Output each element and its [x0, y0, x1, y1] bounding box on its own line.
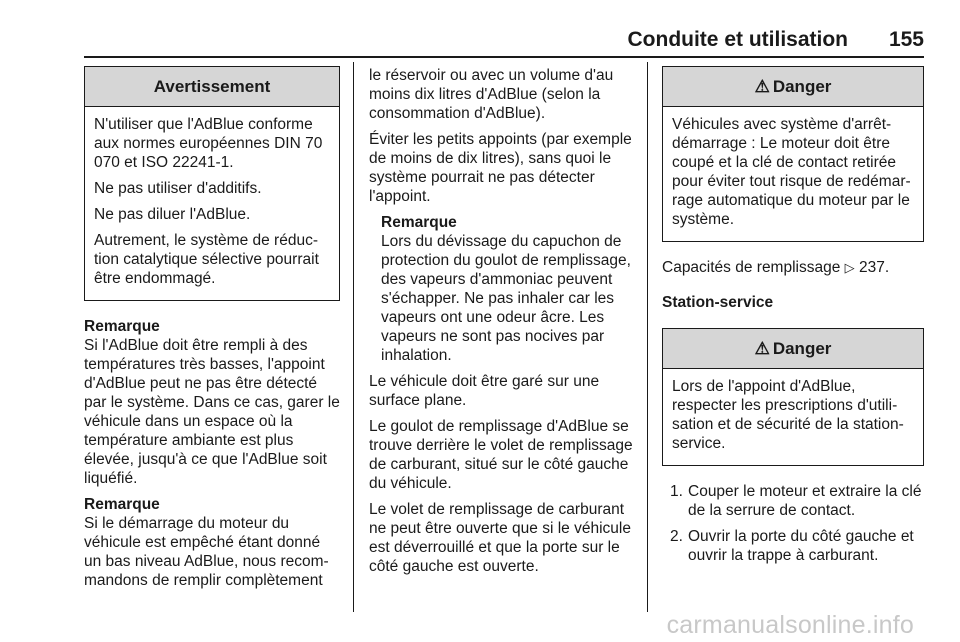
danger-header — [663, 67, 923, 107]
column-2 — [369, 66, 635, 583]
warning-title: Avertissement — [85, 67, 339, 107]
paragraph: le réservoir ou avec un volume d'au moins dix litres d'AdBlue (selon la consommation d'AdBlue). — [369, 67, 614, 122]
remark-text: Lors du dévissage du capuchon de protection du goulot de remplissage, des vapeurs d'ammoniac peuvent s'échapper. Ne pas inhaler car les vapeurs ont une odeur âcre. Les vapeurs ne sont pas nocives par inhalation. — [381, 233, 631, 364]
danger-box — [662, 66, 924, 242]
paragraph: Le véhicule doit être garé sur une surface plane. — [369, 373, 600, 409]
column-3 — [662, 66, 924, 572]
danger-title: Danger — [772, 77, 832, 96]
steps-list — [662, 482, 924, 565]
section-title: Conduite et utilisation — [627, 28, 848, 51]
column-divider-1 — [353, 62, 354, 612]
warning-paragraph: Ne pas diluer l'AdBlue. — [94, 206, 251, 223]
capacities-page-link[interactable]: 237. — [858, 259, 890, 276]
paragraph: Éviter les petits appoints (par exemple de moins de dix litres), sans quoi le système pourrait ne pas détecter l'appoint. — [369, 131, 632, 205]
capacities-line — [662, 258, 924, 277]
warning-paragraph: Ne pas utiliser d'additifs. — [94, 180, 262, 197]
step-text: Ouvrir la porte du côté gauche et ouvrir la trappe à carburant. — [688, 528, 914, 564]
remark-block — [84, 317, 340, 488]
list-item — [662, 527, 924, 565]
danger-text: Véhicules avec système d'arrêt-démarrage : Le moteur doit être coupé et la clé de contact retirée pour éviter tout risque de redémarrage automatique du moteur par le système. — [672, 116, 911, 228]
danger-header — [663, 329, 923, 369]
remark-label: Remarque — [381, 214, 457, 231]
capacities-text: Capacités de remplissage — [662, 259, 841, 276]
danger-title: Danger — [772, 339, 832, 358]
step-number: 2. — [670, 528, 683, 545]
watermark: carmanualsonline.info — [666, 611, 914, 639]
danger-body — [663, 369, 923, 465]
danger-box — [662, 328, 924, 466]
step-text: Couper le moteur et extraire la clé de la serrure de contact. — [688, 483, 922, 519]
remark-block — [84, 495, 340, 590]
warning-triangle-icon: ⚠ — [754, 77, 770, 96]
step-number: 1. — [670, 483, 683, 500]
warning-paragraph: Autrement, le système de réduction catalytique sélective pourrait être endommagé. — [94, 232, 319, 287]
danger-body — [663, 107, 923, 241]
paragraph: Le goulot de remplissage d'AdBlue se trouve derrière le volet de remplissage de carburant, situé sur le côté gauche du véhicule. — [369, 418, 633, 492]
page-header — [0, 24, 960, 60]
warning-paragraph: N'utiliser que l'AdBlue conforme aux normes européennes DIN 70 070 et ISO 22241-1. — [94, 116, 323, 171]
warning-box — [84, 66, 340, 301]
list-item — [662, 482, 924, 520]
remark-block — [369, 213, 635, 365]
paragraph: Le volet de remplissage de carburant ne peut être ouverte que si le véhicule est déverrouillé et que la porte sur le côté gauche est ouverte. — [369, 501, 631, 575]
remark-label: Remarque — [84, 496, 160, 513]
column-1 — [84, 66, 340, 597]
remark-text: Si le démarrage du moteur du véhicule est empêché étant donné un bas niveau AdBlue, nous recommandons de remplir complètement — [84, 515, 329, 589]
danger-text: Lors de l'appoint d'AdBlue, respecter les prescriptions d'utilisation et de sécurité de la station-service. — [672, 378, 904, 452]
station-service-heading: Station-service — [662, 294, 774, 311]
page-reference-arrow-icon: ▷ — [844, 260, 855, 275]
remark-text: Si l'AdBlue doit être rempli à des températures très basses, l'appoint d'AdBlue peut ne pas être détecté par le système. Dans ce cas, garer le véhicule dans un espace où la température ambiante est plus élevée, jusqu'à ce que l'AdBlue soit liquéfié. — [84, 337, 340, 487]
warning-triangle-icon: ⚠ — [754, 339, 770, 358]
page-number: 155 — [888, 28, 924, 51]
column-divider-2 — [647, 62, 648, 612]
remark-label: Remarque — [84, 318, 160, 335]
warning-body — [85, 107, 339, 300]
header-rule — [84, 56, 924, 58]
